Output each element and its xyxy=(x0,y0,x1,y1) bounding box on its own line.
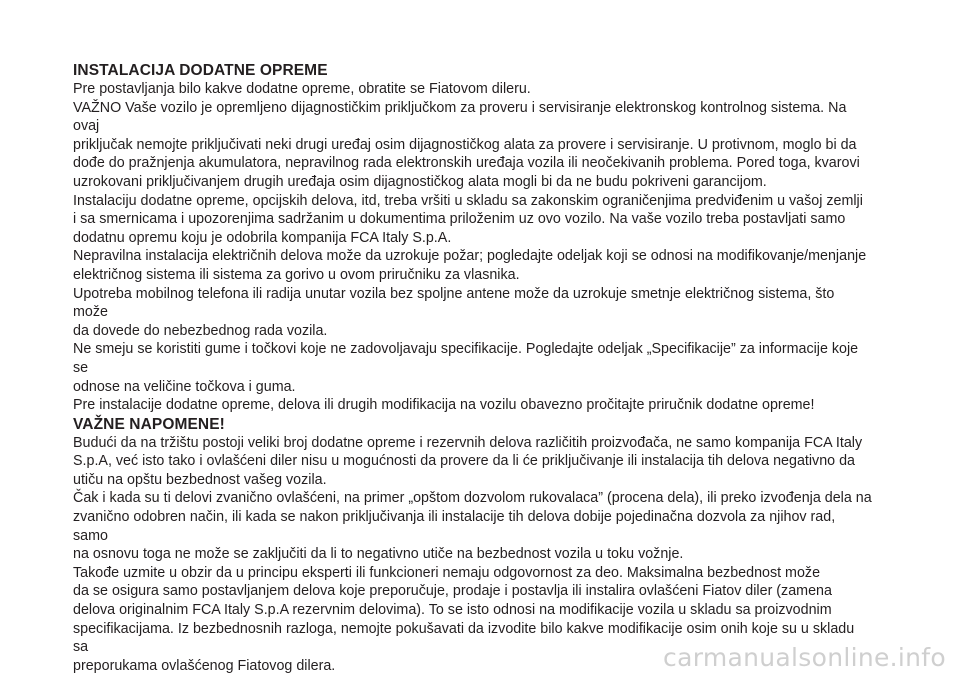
section-heading-important-notes: VAŽNE NAPOMENE! xyxy=(73,415,225,433)
paragraph-tyres-wheels: Ne smeju se koristiti gume i točkovi koje ne zadovoljavaju specifikacije. Pogledajte odeljak „Specifikacije” za informacije koje se odnose na veličine točkova i guma. xyxy=(73,341,859,395)
paragraph-authorized-parts: Čak i kada su ti delovi zvanično ovlašćeni, na primer „opštom dozvolom rukovalaca” (procena dela), ili preko izvođenja dela na zvanično odobren način, ili kada se nakon priključivanja ili instalacije tih delova dobije pojedinačna dozvola za njihov rad, samo na osnovu toga ne može se zaključiti da li to negativno utiče na bezbednost vozila u toku vožnje. xyxy=(73,490,872,563)
document-page xyxy=(73,61,873,675)
paragraph-read-manual: Pre instalacije dodatne opreme, delova ili drugih modifikacija na vozilu obavezno pročitajte priručnik dodatne opreme! xyxy=(73,397,815,414)
paragraph-safety-dealer: Takođe uzmite u obzir da u principu eksperti ili funkcioneri nemaju odgovornost za deo. Maksimalna bezbednost može da se osigura samo postavljanjem delova koje preporučuje, prodaje i postavlja ili instalira ovlašćeni Fiatov diler (zamena delova originalnim FCA Italy S.p.A rezervnim delovima). To se isto odnosi na modifikacije vozila u skladu sa proizvodnim specifikacijama. Iz bezbednosnih razloga, nemojte pokušavati da izvodite bilo kakve modifikacije osim onih koje su u skladu sa preporukama ovlašćenog Fiatovog dilera. xyxy=(73,564,855,674)
watermark-text: carmanualsonline.info xyxy=(663,643,946,672)
paragraph-mobile-phone: Upotreba mobilnog telefona ili radija unutar vozila bez spoljne antene može da uzrokuje smetnje električnog sistema, što može da dovede do nebezbednog rada vozila. xyxy=(73,285,835,339)
paragraph-market-parts: Budući da na tržištu postoji veliki broj dodatne opreme i rezervnih delova različitih proizvođača, ne samo kompanija FCA Italy S.p.A, već isto tako i ovlašćeni diler nisu u mogućnosti da provere da li će priključivanje ili instalacija tih delova negativno da utiču na opštu bezbednost vašeg vozila. xyxy=(73,434,863,488)
paragraph-important-diagnostic: VAŽNO Vaše vozilo je opremljeno dijagnostičkim priključkom za proveru i servisiranje elektronskog kontrolnog sistema. Na ovaj priključak nemojte priključivati neki drugi uređaj osim dijagnostičkog alata za provere i servisiranje. U protivnom, moglo bi da dođe do pražnjenja akumulatora, nepravilnog rada elektronskih uređaja vozila ili neočekivanih problema. Pored toga, kvarovi uzrokovani priključivanjem drugih uređaja osim dijagnostičkog alata mogli bi da ne budu pokriveni garancijom. xyxy=(73,99,860,190)
paragraph-installation-regulations: Instalaciju dodatne opreme, opcijskih delova, itd, treba vršiti u skladu sa zakonskim ograničenjima predviđenim u vašoj zemlji i sa smernicama i upozorenjima sadržanim u dokumentima priloženim uz ovo vozilo. Na vaše vozilo treba postavljati samo dodatnu opremu koju je odobrila kompanija FCA Italy S.p.A. xyxy=(73,192,863,246)
paragraph-dealer: Pre postavljanja bilo kakve dodatne opreme, obratite se Fiatovom dileru. xyxy=(73,81,531,97)
paragraph-electrical-fire: Nepravilna instalacija električnih delova može da uzrokuje požar; pogledajte odeljak koji se odnosi na modifikovanje/menjanje električnog sistema ili sistema za gorivo u ovom priručniku za vlasnika. xyxy=(73,248,867,283)
section-heading-installation: INSTALACIJA DODATNE OPREME xyxy=(73,62,328,79)
